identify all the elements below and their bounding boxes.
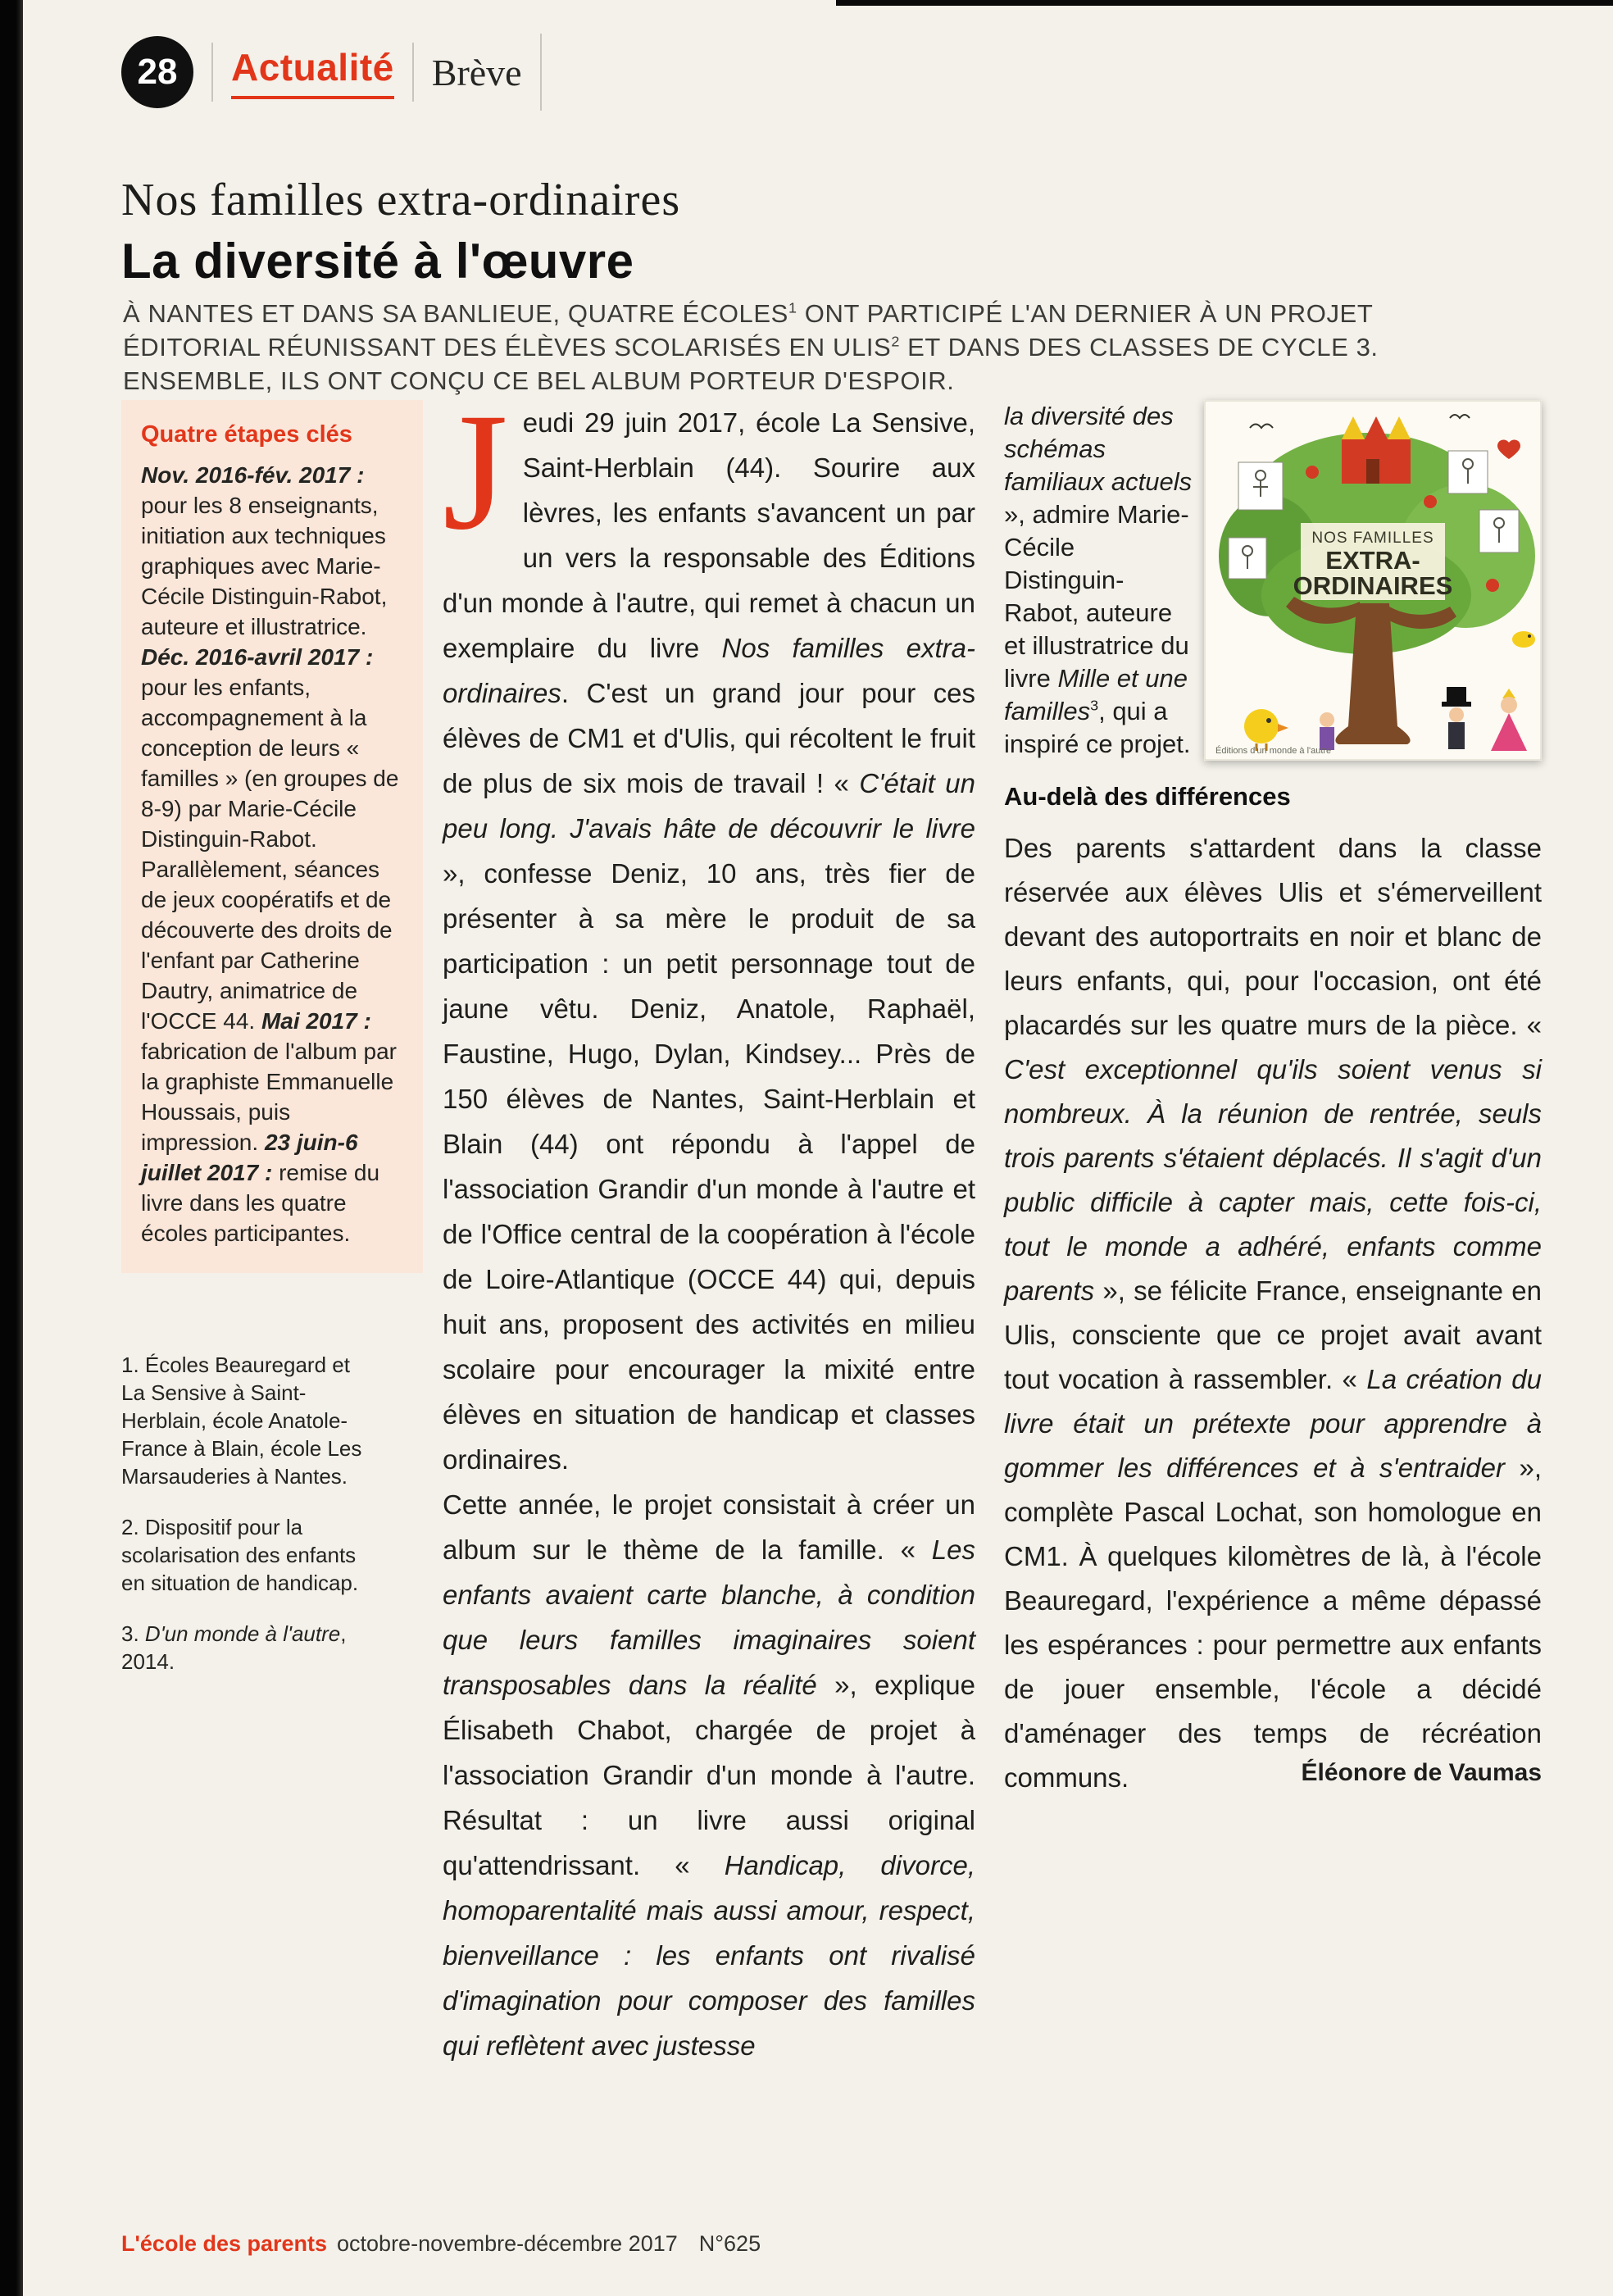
footnote-3: 3. D'un monde à l'autre, 2014. (121, 1621, 347, 1674)
paragraph-1-text: eudi 29 juin 2017, école La Sensive, Saint-Herblain (44). Sourire aux lèvres, les enfants s'avancent un par un vers la responsable des Éditions d'un monde à l'autre, qui remet à chacun un exemplaire du livre Nos familles extra-ordinaires. C'est un grand jour pour ces élèves de CM1 et d'Ulis, qui récoltent le fruit de plus de six mois de travail ! « C'était un peu long. J'avais hâte de découvrir le livre », confesse Deniz, 10 ans, très fier de présenter à sa mère le produit de sa participation : un petit personnage tout de jaune vêtu. Deniz, Anatole, Raphaël, Faustine, Hugo, Dylan, Kindsey... Près de 150 élèves de Nantes, Saint-Herblain et Blain (44) ont répondu à l'appel de l'association Grandir d'un monde à l'autre et de l'Office central de la coopération à l'école de Loire-Atlantique (OCCE 44) qui, depuis huit ans, proposent des activités en milieu scolaire pour encourager la mixité entre élèves en situation de handicap et classes ordinaires. (443, 407, 976, 1475)
standfirst: À NANTES ET DANS SA BANLIEUE, QUATRE ÉCOLES$^1$ ONT PARTICIPÉ L'AN DERNIER À UN PROJET ÉDITORIAL RÉUNISSANT DES ÉLÈVES SCOLARISÉS EN ULIS$^2$ ET DANS DES CLASSES DE CYCLE 3. ENSEMBLE, ILS ONT CONÇU CE BEL ALBUM PORTEUR D'ESPOIR. (123, 299, 1379, 395)
article-right-column (1004, 400, 1543, 1793)
header-separator (540, 34, 542, 111)
page-title: La diversité à l'œuvre (121, 234, 634, 289)
scan-edge-left (0, 0, 23, 2296)
cover-title-bottom: ORDINAIRES (1293, 571, 1453, 600)
scan-edge-top (836, 0, 1613, 6)
page-number-badge: 28 (121, 36, 193, 108)
publisher-credit: Éditions d'un monde à l'autre (1215, 746, 1332, 756)
book-cover-illustration (1204, 400, 1542, 761)
page-header (121, 33, 560, 111)
article-body-column (443, 379, 976, 2068)
purple-figure-icon (1320, 712, 1334, 750)
footnote-1: 1. Écoles Beauregard et La Sensive à Saint-Herblain, école Anatole-France à Blain, école Les Marsauderies à Nantes. (121, 1353, 362, 1489)
footnotes-block (121, 1351, 367, 1675)
key-steps-body: Nov. 2016-fév. 2017 : pour les 8 enseignants, initiation aux techniques graphiques avec Marie-Cécile Distinguin-Rabot, auteure et illustratrice. Déc. 2016-avril 2017 : pour les enfants, accompagnement à la conception de leurs « familles » (en groupes de 8-9) par Marie-Cécile Distinguin-Rabot. Parallèlement, séances de jeux coopératifs et de découverte des droits de l'enfant par Catherine Dautry, animatrice de l'OCCE 44. Mai 2017 : fabrication de l'album par la graphiste Emmanuelle Houssais, puis impression. 23 juin-6 juillet 2017 : remise du livre dans les quatre écoles participantes. (141, 462, 399, 1246)
bird-icon (1512, 631, 1535, 648)
article-paragraph-3: Des parents s'attardent dans la classe réservée aux élèves Ulis et s'émerveillent devant des autoportraits en noir et blanc de leurs enfants, qui, pour l'occasion, ont été placardés sur les quatre murs de la pièce. « C'est exceptionnel qu'ils soient venus si nombreux. À la réunion de rentrée, seuls trois parents s'étaient déplacés. Il s'agit d'un public difficile à capter mais, cette fois-ci, tout le monde a adhéré, enfants comme parents », se félicite France, enseignante en Ulis, consciente que ce projet avait avant tout vocation à rassembler. « La création du livre était un prétexte pour apprendre à gommer les différences et à s'entraider », complète Pascal Lochat, son homologue en CM1. À quelques kilomètres de là, à l'école Beauregard, l'expérience a même dépassé les espérances : pour permettre aux enfants de jouer ensemble, l'école a décidé d'aménager des temps de récréation communs. (1004, 833, 1543, 1793)
byline: Éléonore de Vaumas (1301, 1759, 1542, 1786)
cover-title-small: NOS FAMILLES (1311, 530, 1434, 547)
footer-date: octobre-novembre-décembre 2017 (337, 2231, 678, 2256)
key-steps-heading: Quatre étapes clés (141, 421, 352, 448)
page-footer (121, 2231, 761, 2257)
footer-magazine-name: L'école des parents (121, 2231, 328, 2256)
book-cover-art (1204, 400, 1542, 761)
sidebar-column (121, 400, 423, 1698)
continuation-paragraph: la diversité des schémas familiaux actuels », admire Marie-Cécile Distinguin-Rabot, auteure et illustratrice du livre Mille et une familles$^3$, qui a inspiré ce projet. (1004, 402, 1193, 758)
article-paragraph-1 (443, 379, 976, 1482)
cover-title-mid: EXTRA- (1325, 546, 1420, 575)
continuation-row (1004, 400, 1542, 761)
header-separator (211, 43, 213, 102)
key-steps-box (121, 400, 423, 1273)
article-paragraph-2: Cette année, le projet consistait à créer un album sur le thème de la famille. « Les enfants avaient carte blanche, à condition que leurs familles imaginaires soient transposables dans la réalité », explique Élisabeth Chabot, chargée de projet à l'association Grandir d'un monde à l'autre. Résultat : un livre aussi original qu'attendrissant. « Handicap, divorce, homoparentalité mais aussi amour, respect, bienveillance : les enfants ont rivalisé d'imagination pour composer des familles qui reflètent avec justesse (443, 1489, 975, 2061)
section-label: Actualité (231, 45, 394, 99)
footer-issue-number: N°625 (698, 2231, 761, 2256)
header-separator (412, 43, 414, 102)
subsection-label: Brève (431, 51, 522, 93)
section-subheading: Au-delà des différences (1004, 782, 1291, 811)
kicker-title: Nos familles extra-ordinaires (121, 175, 681, 225)
footnote-2: 2. Dispositif pour la scolarisation des enfants en situation de handicap. (121, 1515, 359, 1595)
cover-title (1293, 523, 1453, 600)
dropcap: J (443, 379, 508, 565)
castle-icon (1342, 416, 1411, 484)
